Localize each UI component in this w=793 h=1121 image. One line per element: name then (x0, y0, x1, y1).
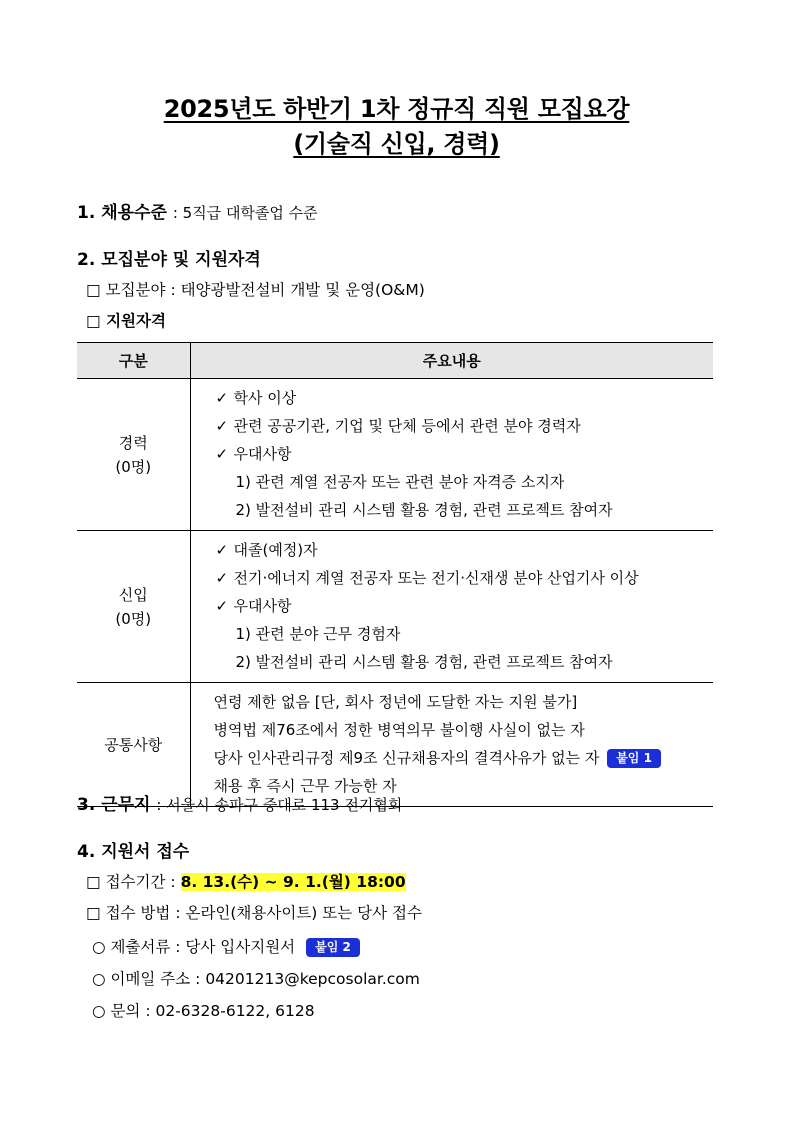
list-item: ✓ 전기·에너지 계열 전공자 또는 전기·신재생 분야 산업기사 이상 (216, 564, 714, 592)
list-item: 채용 후 즉시 근무 가능한 자 (213, 777, 397, 795)
section-workplace (77, 790, 402, 815)
list-item: ✓ 관련 공공기관, 기업 및 단체 등에서 관련 분야 경력자 (216, 412, 714, 440)
category-cell (77, 683, 190, 807)
list-item: ✓ 대졸(예정)자 (216, 536, 714, 564)
qualification-label: 지원자격 (106, 312, 166, 330)
category-count: (0명) (115, 457, 152, 476)
document-subtitle: (기술직 신입, 경력) (293, 130, 500, 158)
sub-item: 1) 관련 분야 근무 경험자 (235, 625, 401, 643)
list-item: 병역법 제76조에서 정한 병역의무 불이행 사실이 없는 자 (213, 721, 585, 739)
category-count: (0명) (115, 609, 152, 628)
table-row-career (77, 379, 713, 531)
table-header-row (77, 343, 713, 379)
list-item: 당사 인사관리규정 제9조 신규채용자의 결격사유가 없는 자 붙임 1 (214, 744, 714, 772)
list-item: ✓ 우대사항 (216, 440, 714, 468)
category-cell (77, 531, 190, 683)
checkmark-icon: ✓ (215, 389, 229, 407)
sub-item: 2) 발전설비 관리 시스템 활용 경험, 관련 프로젝트 참여자 (235, 501, 613, 519)
column-header-category: 구분 (77, 343, 190, 379)
checkmark-icon: ✓ (215, 445, 229, 463)
list-item: ✓ 우대사항 (216, 592, 714, 620)
contact-info: ○ 문의 : 02-6328-6122, 6128 (92, 1002, 315, 1020)
email-address: ○ 이메일 주소 : 04201213@kepcosolar.com (92, 970, 420, 988)
recruitment-field (86, 278, 425, 300)
submission-documents: ○ 제출서류 : 당사 입사지원서 붙임 2 (92, 935, 360, 957)
section-recruitment-heading: 2. 모집분야 및 지원자격 (77, 250, 261, 270)
list-item: ✓ 학사 이상 (216, 384, 714, 412)
qualification-table (77, 342, 713, 807)
period-label: □ 접수기간 : (86, 873, 176, 891)
section-employment-level (77, 198, 318, 223)
section-heading: 1. 채용수준 (77, 203, 167, 223)
checkmark-icon: ✓ (215, 541, 229, 559)
checkmark-icon: ✓ (215, 597, 229, 615)
checkbox-icon: □ (86, 312, 101, 330)
field-label: 모집분야 (105, 281, 166, 299)
attachment-tag: 붙임 2 (306, 938, 360, 957)
category-label: 공통사항 (104, 735, 163, 754)
table-row-common (77, 683, 713, 807)
category-cell (77, 379, 190, 531)
qualification-heading (86, 309, 166, 331)
document-title: 2025년도 하반기 1차 정규직 직원 모집요강 (163, 95, 630, 123)
content-cell (190, 683, 713, 807)
section-text: : 5직급 대학졸업 수준 (172, 204, 318, 222)
checkmark-icon: ✓ (215, 417, 229, 435)
application-period (86, 870, 406, 892)
section-heading: 3. 근무지 (77, 795, 151, 815)
section-application-heading: 4. 지원서 접수 (77, 842, 190, 862)
content-cell (190, 531, 713, 683)
category-label: 신입 (118, 585, 148, 604)
sub-item: 1) 관련 계열 전공자 또는 관련 분야 자격증 소지자 (235, 473, 565, 491)
period-value: 8. 13.(수) ~ 9. 1.(월) 18:00 (180, 873, 406, 891)
content-cell (190, 379, 713, 531)
section-text: : 서울시 송파구 중대로 113 전기협회 (156, 796, 403, 814)
application-method: □ 접수 방법 : 온라인(채용사이트) 또는 당사 접수 (86, 904, 422, 922)
column-header-content: 주요내용 (190, 343, 713, 379)
sub-item: 2) 발전설비 관리 시스템 활용 경험, 관련 프로젝트 참여자 (235, 653, 613, 671)
checkmark-icon: ✓ (215, 569, 229, 587)
checkbox-icon: □ (86, 281, 101, 299)
field-text: : 태양광발전설비 개발 및 운영(O&M) (170, 281, 425, 299)
table-row-newbie (77, 531, 713, 683)
list-item: 연령 제한 없음 [단, 회사 정년에 도달한 자는 지원 불가] (213, 693, 578, 711)
attachment-tag: 붙임 1 (607, 749, 661, 768)
category-label: 경력 (118, 433, 148, 452)
